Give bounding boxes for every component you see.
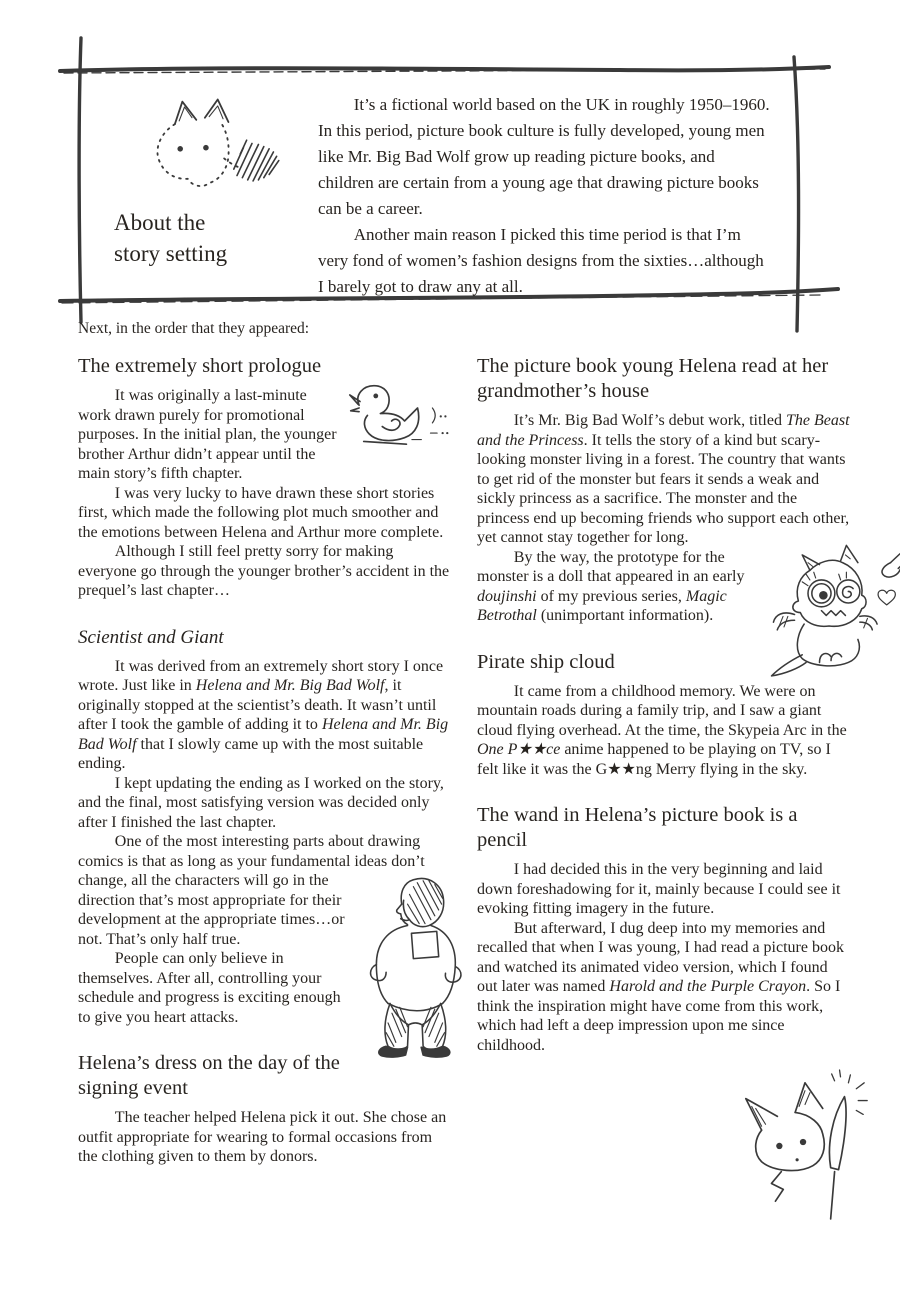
section-paragraph: Although I still feel pretty sorry for making everyone go through the younger brother’s accident in the prequel’s last chapter… [78, 543, 450, 599]
section-title: Scientist and Giant [78, 626, 224, 648]
section-paragraph: The teacher helped Helena pick it out. She chose an outfit appropriate for wearing to formal occasions from the clothing given to them by donors. [78, 1109, 447, 1165]
wolf-head-sketch [132, 92, 282, 199]
about-box-text [318, 92, 770, 300]
section-paragraph: It came from a childhood memory. We were on mountain roads during a family trip, and I saw a giant cloud flying overhead. At the time, the Skypeia Arc in the One P★★ce anime happened to be playing on TV, so I felt like it was the G★★ng Merry flying in the sky. [477, 682, 847, 778]
section-title: The wand in Helena’s picture book is a pencil [477, 804, 798, 851]
standing-person-sketch [353, 871, 465, 1061]
section-paragraph: People can only believe in themselves. After all, controlling your schedule and progress is exciting enough to give you heart attacks. [78, 950, 341, 1026]
section-title: Helena’s dress on the day of the signing event [78, 1052, 340, 1099]
section-title: Pirate ship cloud [477, 650, 615, 673]
section-paragraph: It’s Mr. Big Bad Wolf’s debut work, titled The Beast and the Princess. It tells the story of a kind but scary-looking monster living in a forest. The country that wants to get rid of the monster but fears it sends a weak and sickly princess as a sacrifice. The monster and the princess end up becoming friends who support each other, yet cannot stay together for long. [477, 412, 850, 546]
section-paragraph: By the way, the prototype for the monster is a doll that appeared in an early doujinshi of my previous series, Magic Betrothal (unimportant information). [477, 548, 850, 626]
section-title: The picture book young Helena read at her grandmother’s house [477, 355, 829, 402]
about-paragraph: It’s a fictional world based on the UK in roughly 1950–1960. In this period, picture book culture is fully developed, young men like Mr. Big Bad Wolf grow up reading picture books, and children are certain from a young age that drawing picture books can be a career. [318, 95, 770, 218]
section-paragraph: But afterward, I dug deep into my memories and recalled that when I was young, I had read a picture book and watched its animated video version, which I found out later was named Harold and the Purple Crayon. So I think the inspiration might have come from this work, which had left a deep impression upon me since childhood. [477, 919, 844, 1054]
monster-doll-sketch [760, 530, 900, 679]
intro-line: Next, in the order that they appeared: [78, 320, 310, 337]
section-paragraph: I was very lucky to have drawn these short stories first, which made the following plot much smoother and the emotions between Helena and Arthur more complete. [78, 484, 444, 541]
about-box-title: About the story setting [114, 210, 228, 267]
two-column-text [78, 352, 850, 1227]
section-title: The extremely short prologue [78, 355, 322, 377]
rubber-duck-sketch [347, 382, 451, 454]
about-paragraph: Another main reason I picked this time period is that I’m very fond of women’s fashion designs from the sixties…although I barely got to draw any at all. [318, 225, 764, 296]
section-paragraph: I had decided this in the very beginning and laid down foreshadowing for it, mainly because I could see it evoking fitting imagery in the future. [477, 861, 841, 917]
left-column [78, 352, 451, 1227]
section-paragraph: I kept updating the ending as I worked on the story, and the final, most satisfying version was decided only after I finished the last chapter. [78, 774, 444, 831]
fox-with-pencil-sketch [732, 1069, 880, 1227]
section-paragraph: One of the most interesting parts about drawing comics is that as long as your fundamental ideas don’t change, all the characters will go in the direction that’s most appropriate for their development at the appropriate times…or not. That’s only half true. [78, 832, 451, 949]
section-paragraph: It was derived from an extremely short story I once wrote. Just like in Helena and Mr. Big Bad Wolf, it originally stopped at the scientist’s death. It wasn’t until after I took the gamble of adding it to Helena and Mr. Big Bad Wolf that I slowly came up with the most suitable ending. [78, 657, 449, 772]
section-paragraph: It was originally a last-minute work drawn purely for promotional purposes. In the initial plan, the younger brother Arthur didn’t appear until the main story’s fifth chapter. [78, 386, 451, 484]
about-story-setting-box [104, 84, 776, 300]
right-column [477, 352, 850, 1227]
